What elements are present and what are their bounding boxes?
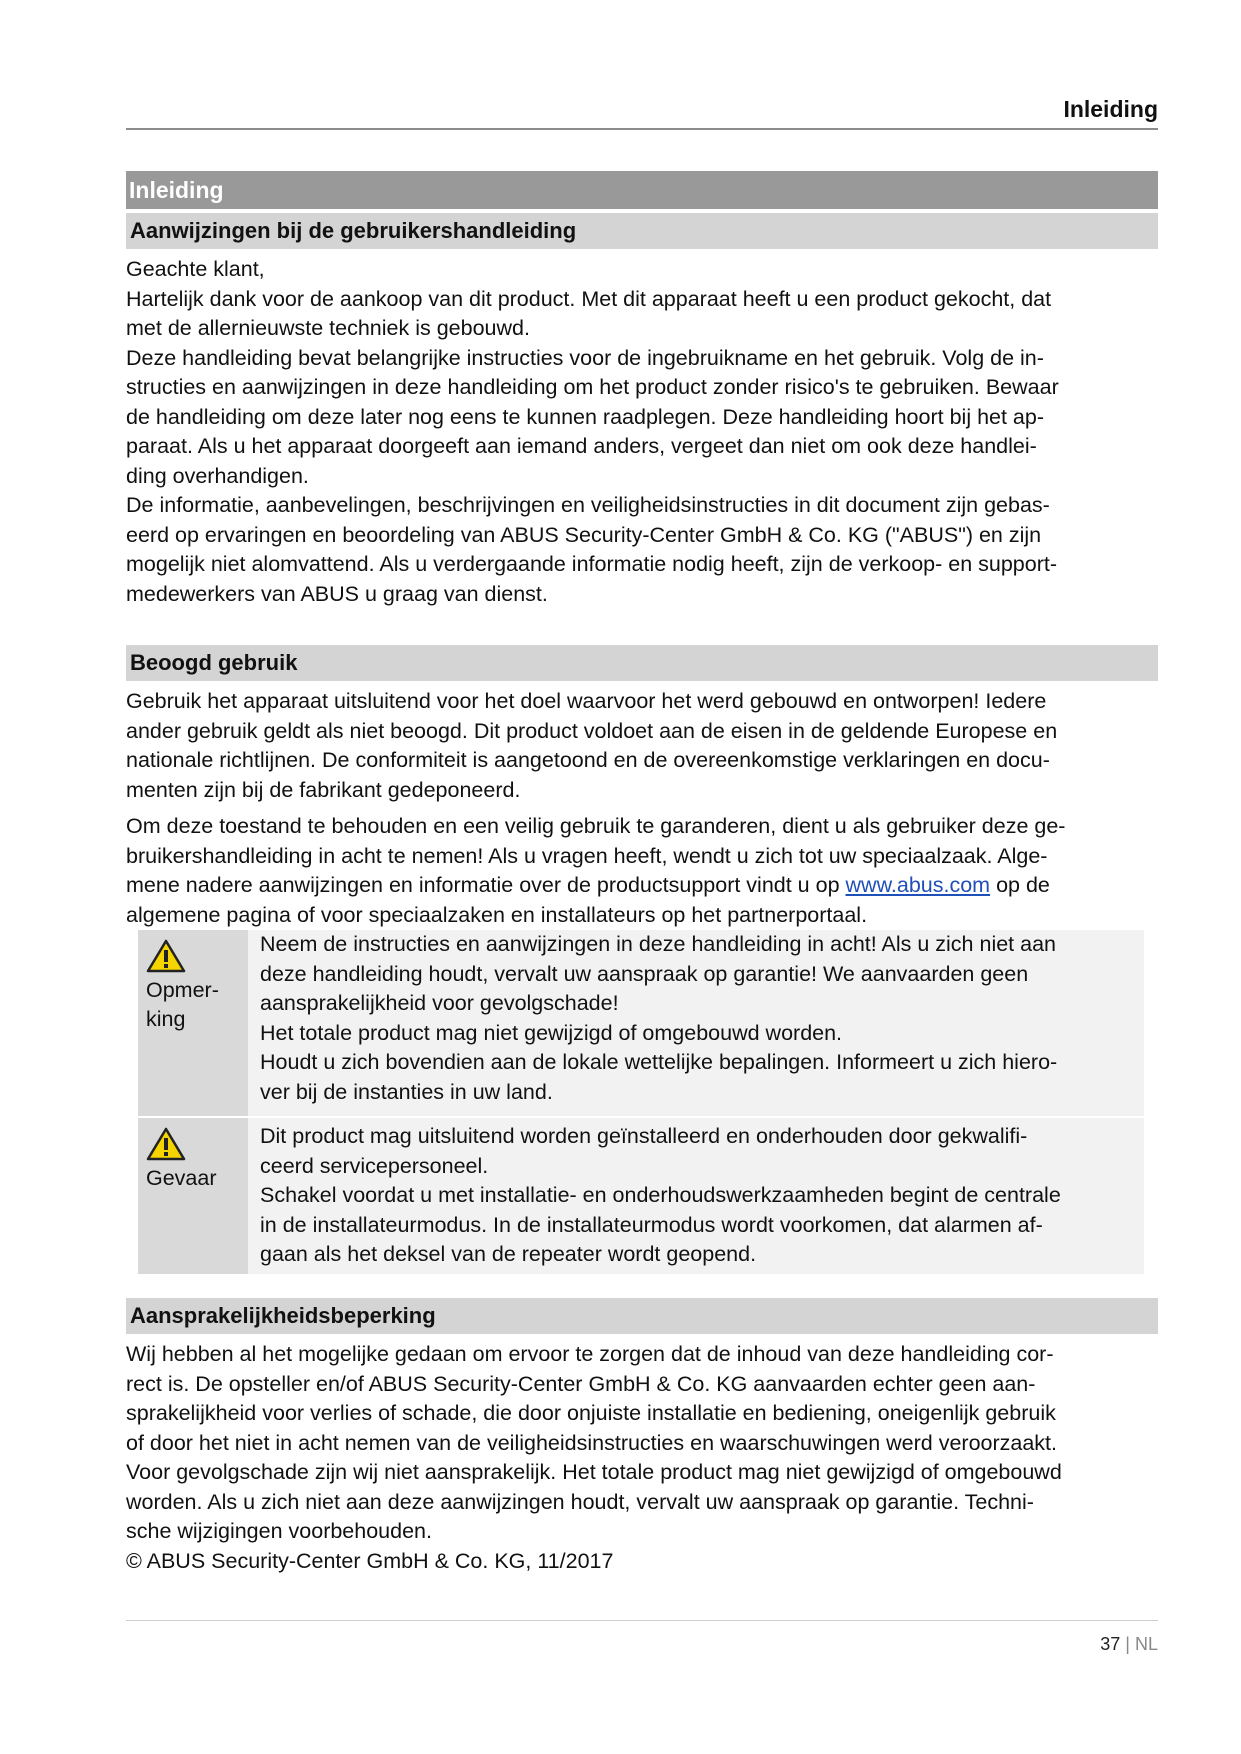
copyright-line: © ABUS Security-Center GmbH & Co. KG, 11/2017 bbox=[126, 1548, 614, 1573]
body-line: Hartelijk dank voor de aankoop van dit product. Met dit apparaat heeft u een product gekocht, dat bbox=[126, 286, 1052, 311]
body-line: Gebruik het apparaat uitsluitend voor het doel waarvoor het werd gebouwd en ontworpen! Iedere bbox=[126, 689, 1047, 713]
notice-label-cell bbox=[138, 1117, 248, 1275]
body-line: met de allernieuwste techniek is gebouwd. bbox=[126, 316, 530, 340]
body-line: de handleiding om deze later nog eens te kunnen raadplegen. Deze handleiding hoort bij het ap- bbox=[126, 404, 1045, 429]
notice-line: Het totale product mag niet gewijzigd of omgebouwd worden. bbox=[260, 1020, 843, 1045]
notice-line: gaan als het deksel van de repeater wordt geopend. bbox=[260, 1242, 757, 1266]
abus-website-link[interactable]: www.abus.com bbox=[845, 873, 991, 897]
body-line: eerd op ervaringen en beoordeling van ABUS Security-Center GmbH & Co. KG ("ABUS") en zijn bbox=[126, 522, 1042, 547]
body-line: Voor gevolgschade zijn wij niet aansprakelijk. Het totale product mag niet gewijzigd of omgebouwd bbox=[126, 1460, 1062, 1484]
body-line: Om deze toestand te behouden en een veilig gebruik te garanderen, dient u als gebruiker deze ge- bbox=[126, 814, 1066, 838]
liability-body bbox=[126, 1340, 1158, 1576]
liability-heading: Aansprakelijkheidsbeperking bbox=[126, 1298, 1158, 1334]
intended-use-para1 bbox=[126, 687, 1158, 805]
instructions-heading: Aanwijzingen bij de gebruikershandleiding bbox=[126, 213, 1158, 249]
notice-row-danger bbox=[138, 1117, 1144, 1275]
notice-text-cell bbox=[248, 930, 1144, 1117]
running-header-title: Inleiding bbox=[1063, 96, 1158, 122]
body-text: op de bbox=[990, 873, 1050, 897]
notice-line: in de installateurmodus. In de installateurmodus wordt voorkomen, dat alarmen af- bbox=[260, 1212, 1043, 1237]
page-number-separator: | bbox=[1125, 1634, 1130, 1654]
body-line: worden. Als u zich niet aan deze aanwijzingen houdt, vervalt uw aanspraak op garantie. Techni- bbox=[126, 1489, 1034, 1514]
page-language: NL bbox=[1134, 1634, 1158, 1654]
notice-line: Dit product mag uitsluitend worden geïnstalleerd en onderhouden door gekwalifi- bbox=[260, 1124, 1028, 1148]
body-line: sprakelijkheid voor verlies of schade, die door onjuiste installatie en bediening, oneigenlijk gebruik bbox=[126, 1401, 1056, 1425]
body-line: ander gebruik geldt als niet beoogd. Dit product voldoet aan de eisen in de geldende Europese en bbox=[126, 718, 1058, 743]
notice-line: Neem de instructies en aanwijzingen in deze handleiding in acht! Als u zich niet aan bbox=[260, 932, 1056, 956]
notice-line: deze handleiding houdt, vervalt uw aanspraak op garantie! We aanvaarden geen bbox=[260, 961, 1029, 986]
body-line: nationale richtlijnen. De conformiteit is aangetoond en de overeenkomstige verklaringen en docu- bbox=[126, 748, 1050, 772]
body-text: mene nadere aanwijzingen en informatie over de productsupport vindt u op bbox=[126, 873, 846, 897]
body-line: Deze handleiding bevat belangrijke instructies voor de ingebruikname en het gebruik. Volg de in- bbox=[126, 345, 1044, 370]
intended-use-heading: Beoogd gebruik bbox=[126, 645, 1158, 681]
body-line: mogelijk niet alomvattend. Als u verdergaande informatie nodig heeft, zijn de verkoop- en support- bbox=[126, 552, 1058, 576]
notice-label-cell bbox=[138, 930, 248, 1117]
notice-line: ceerd servicepersoneel. bbox=[260, 1153, 489, 1178]
notice-text-cell bbox=[248, 1117, 1144, 1275]
body-line: medewerkers van ABUS u graag van dienst. bbox=[126, 581, 548, 606]
notice-line: ver bij de instanties in uw land. bbox=[260, 1079, 553, 1104]
notice-label: king bbox=[146, 1007, 186, 1031]
notice-line: Schakel voordat u met installatie- en onderhoudswerkzaamheden begint de centrale bbox=[260, 1183, 1061, 1207]
body-line: menten zijn bij de fabrikant gedeponeerd. bbox=[126, 777, 521, 802]
body-line: ding overhandigen. bbox=[126, 463, 309, 488]
body-line: rect is. De opsteller en/of ABUS Security-Center GmbH & Co. KG aanvaarden echter geen aan- bbox=[126, 1371, 1036, 1396]
notice-label: Gevaar bbox=[146, 1166, 217, 1190]
body-line bbox=[126, 871, 1158, 901]
footer-rule bbox=[126, 1620, 1158, 1621]
notice-label: Opmer- bbox=[146, 978, 219, 1002]
intended-use-para2 bbox=[126, 812, 1158, 930]
page-number-value: 37 bbox=[1100, 1634, 1121, 1654]
header-rule bbox=[126, 128, 1158, 130]
notice-row-remark bbox=[138, 930, 1144, 1117]
warning-triangle-icon bbox=[146, 1126, 186, 1162]
body-line: sche wijzigingen voorbehouden. bbox=[126, 1519, 432, 1543]
notice-line: Houdt u zich bovendien aan de lokale wettelijke bepalingen. Informeert u zich hiero- bbox=[260, 1050, 1058, 1074]
warning-triangle-icon bbox=[146, 938, 186, 974]
body-line: of door het niet in acht nemen van de veiligheidsinstructies en waarschuwingen werd veroorzaakt. bbox=[126, 1430, 1057, 1455]
body-line: algemene pagina of voor speciaalzaken en installateurs op het partnerportaal. bbox=[126, 902, 868, 927]
body-line: Geachte klant, bbox=[126, 257, 265, 281]
notice-line: aansprakelijkheid voor gevolgschade! bbox=[260, 991, 619, 1015]
section-title-bar: Inleiding bbox=[126, 171, 1158, 209]
body-line: paraat. Als u het apparaat doorgeeft aan iemand anders, vergeet dan niet om ook deze handlei- bbox=[126, 434, 1037, 458]
notices-table bbox=[138, 930, 1144, 1276]
body-line: bruikershandleiding in acht te nemen! Als u vragen heeft, wendt u zich tot uw speciaalzaak. Alge- bbox=[126, 843, 1048, 868]
instructions-body bbox=[126, 255, 1158, 609]
body-line: Wij hebben al het mogelijke gedaan om ervoor te zorgen dat de inhoud van deze handleiding cor- bbox=[126, 1342, 1054, 1366]
page-number bbox=[1100, 1634, 1158, 1655]
body-line: structies en aanwijzingen in deze handleiding om het product zonder risico's te gebruiken. Bewaar bbox=[126, 375, 1059, 399]
body-line: De informatie, aanbevelingen, beschrijvingen en veiligheidsinstructies in dit document zijn gebas- bbox=[126, 493, 1050, 517]
